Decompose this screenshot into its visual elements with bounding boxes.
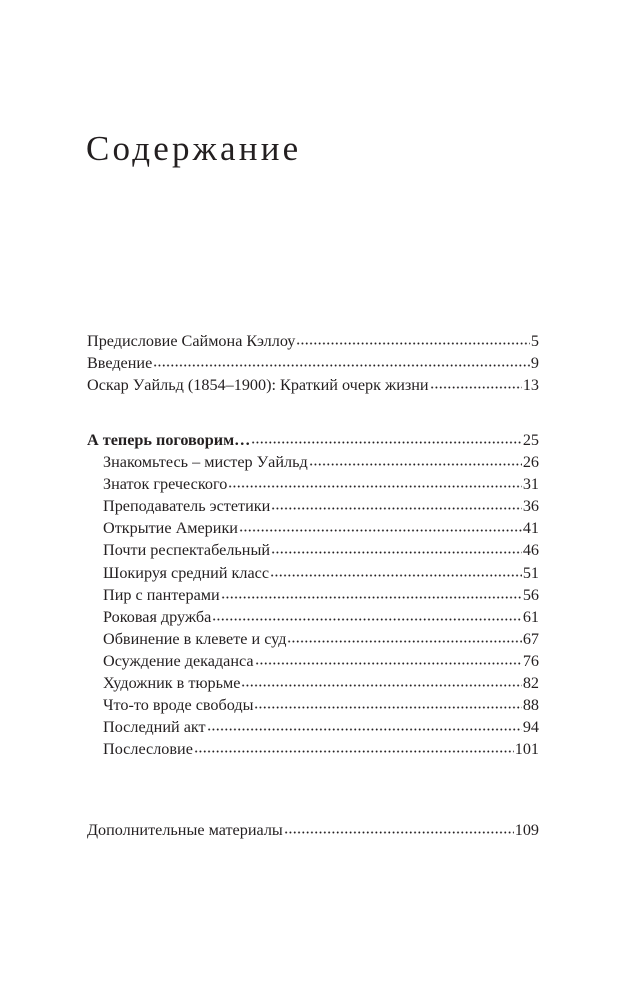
- toc-entry[interactable]: [87, 716, 539, 738]
- dot-leader: [221, 587, 522, 599]
- toc-entry-label: А теперь поговорим…: [87, 431, 251, 449]
- toc-entry[interactable]: [87, 374, 539, 396]
- toc-entry[interactable]: [87, 628, 539, 650]
- dot-leader: [239, 520, 522, 532]
- toc-entry-page: 82: [522, 674, 539, 693]
- toc-entry[interactable]: [87, 539, 539, 561]
- toc-entry-label: Последний акт: [103, 718, 206, 737]
- toc-front-matter: [87, 330, 539, 396]
- toc-entry[interactable]: [87, 352, 539, 374]
- toc-entry[interactable]: [87, 330, 539, 352]
- toc-entry-page: 5: [530, 332, 539, 350]
- toc-entry-page: 13: [522, 376, 539, 395]
- toc-entry-page: 25: [522, 431, 539, 449]
- dot-leader: [270, 565, 522, 577]
- dot-leader: [271, 498, 522, 510]
- dot-leader: [430, 377, 522, 389]
- dot-leader: [153, 355, 530, 367]
- toc-entry-page: 101: [514, 740, 539, 759]
- toc-entry-label: Роковая дружба: [103, 607, 212, 626]
- toc-entry-label: Почти респектабельный: [103, 541, 270, 560]
- dot-leader: [212, 609, 521, 621]
- toc-entry-page: 41: [522, 519, 539, 538]
- toc-entry-page: 67: [522, 629, 539, 648]
- dot-leader: [254, 697, 521, 709]
- toc-entry[interactable]: [87, 694, 539, 716]
- toc-entry[interactable]: [87, 819, 539, 841]
- toc-entry[interactable]: [87, 606, 539, 628]
- toc-entry-page: 9: [530, 354, 539, 373]
- dot-leader: [296, 333, 530, 345]
- toc-entry-label: Пир с пантерами: [103, 585, 220, 604]
- toc-entry-page: 109: [514, 821, 539, 839]
- toc-entry-page: 51: [522, 563, 539, 582]
- toc-entry-label: Шокируя средний класс: [103, 563, 270, 582]
- toc-entry-page: 94: [522, 718, 539, 737]
- toc-entry-label: Обвинение в клевете и суд: [103, 629, 287, 648]
- toc-entry-label: Предисловие Саймона Кэллоу: [87, 332, 296, 350]
- toc-entry-label: Преподаватель эстетики: [103, 497, 271, 516]
- toc-entry-page: 26: [522, 453, 539, 472]
- toc-entry-page: 76: [522, 651, 539, 670]
- toc-entry-page: 31: [522, 475, 539, 494]
- dot-leader: [271, 542, 522, 554]
- toc-entry-label: Дополнительные материалы: [87, 821, 283, 839]
- toc-entry-label: Послесловие: [103, 740, 193, 759]
- toc-entry-label: Знакомьтесь – мистер Уайльд: [103, 453, 308, 472]
- dot-leader: [251, 432, 521, 444]
- dot-leader: [194, 741, 514, 753]
- toc-entry[interactable]: [87, 451, 539, 473]
- toc-main-section: [87, 429, 539, 760]
- toc-entry[interactable]: [87, 584, 539, 606]
- toc-section-heading[interactable]: [87, 429, 539, 451]
- toc-back-matter: [87, 819, 539, 841]
- dot-leader: [309, 454, 522, 466]
- toc-entry[interactable]: [87, 517, 539, 539]
- toc-entry-label: Открытие Америки: [103, 519, 238, 538]
- toc-entry-label: Введение: [87, 354, 153, 373]
- dot-leader: [255, 653, 522, 665]
- toc-entry[interactable]: [87, 738, 539, 760]
- toc-entry-page: 36: [522, 497, 539, 516]
- toc-entry-page: 56: [522, 585, 539, 604]
- toc-entry-label: Осуждение декаданса: [103, 651, 254, 670]
- toc-entry[interactable]: [87, 672, 539, 694]
- page-title: Содержание: [86, 129, 302, 168]
- toc-entry[interactable]: [87, 650, 539, 672]
- toc-entry-page: 46: [522, 541, 539, 560]
- toc-entry-page: 88: [522, 696, 539, 715]
- toc-entry[interactable]: [87, 495, 539, 517]
- dot-leader: [207, 719, 522, 731]
- toc-entry-label: Оскар Уайльд (1854–1900): Краткий очерк жизни: [87, 376, 429, 395]
- toc-entry-label: Знаток греческого: [103, 475, 228, 494]
- toc-entry-label: Художник в тюрьме: [103, 674, 241, 693]
- toc-entry[interactable]: [87, 473, 539, 495]
- dot-leader: [284, 822, 514, 834]
- toc-entry-label: Что-то вроде свободы: [103, 696, 254, 715]
- dot-leader: [287, 631, 521, 643]
- toc-entry-page: 61: [522, 607, 539, 626]
- toc-entry[interactable]: [87, 562, 539, 584]
- dot-leader: [241, 675, 521, 687]
- dot-leader: [228, 476, 522, 488]
